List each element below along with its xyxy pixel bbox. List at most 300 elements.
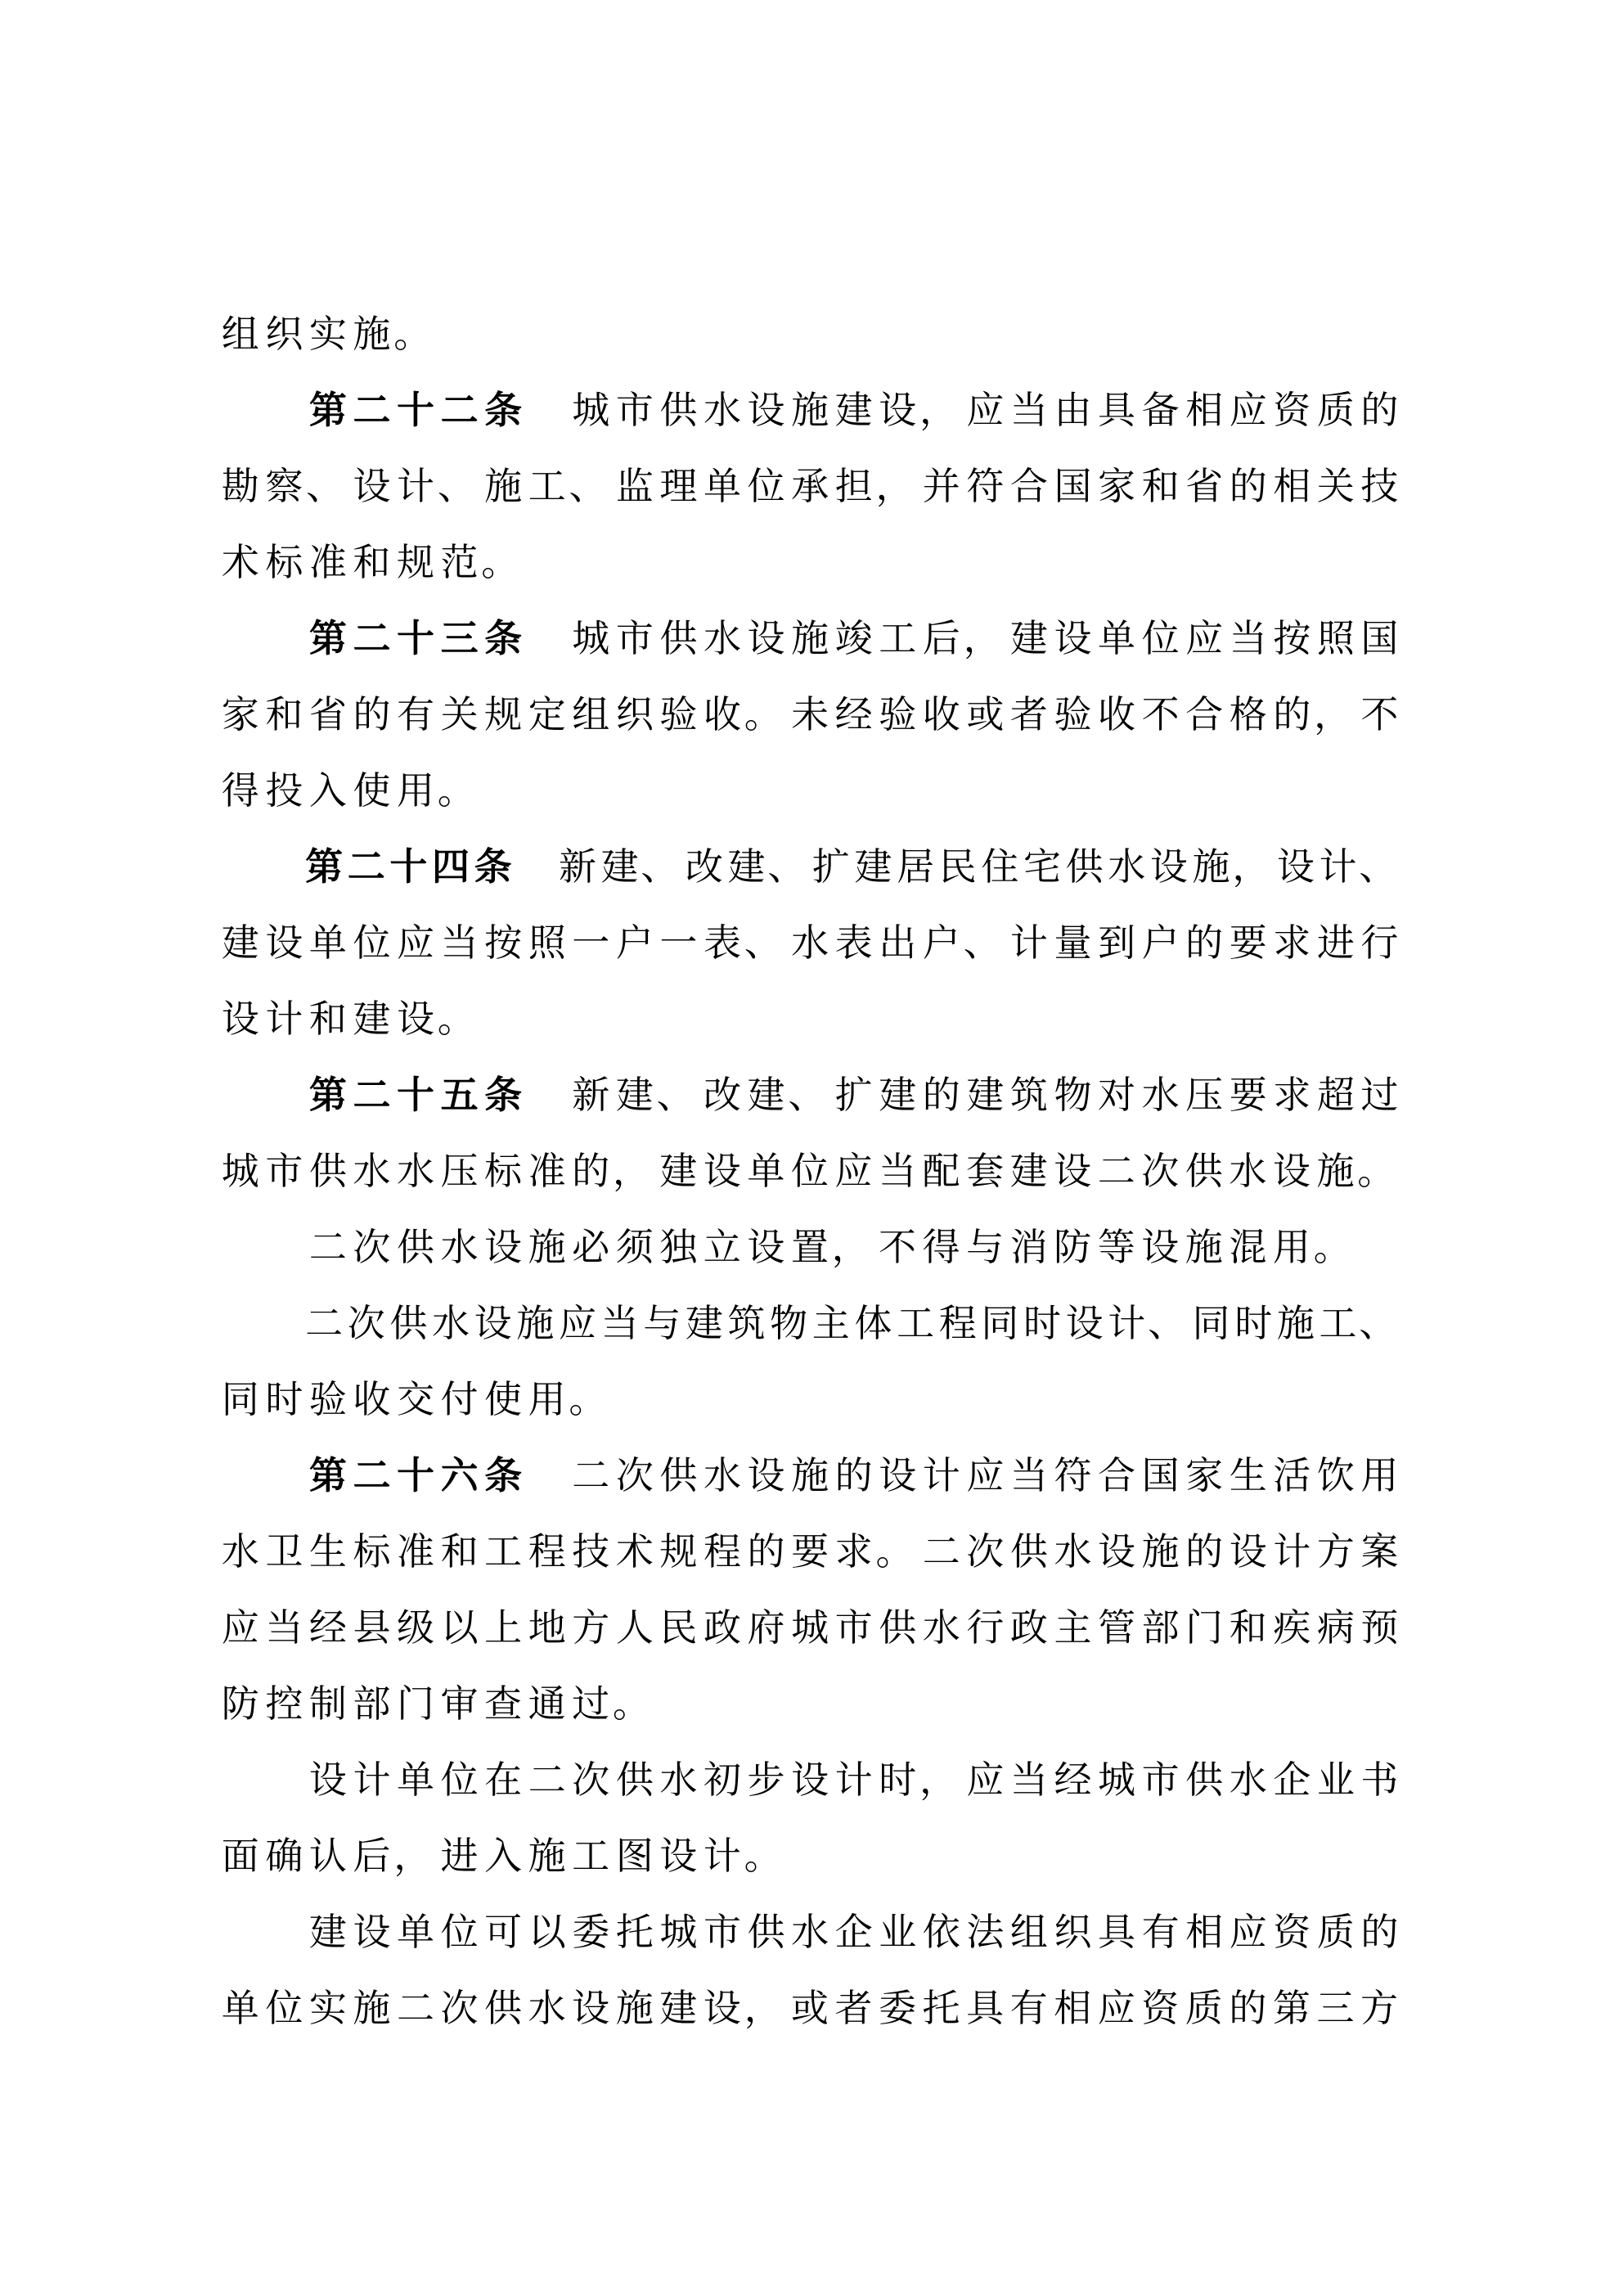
char-cell: 施	[791, 389, 829, 431]
char-cell: 工	[1319, 1303, 1357, 1344]
char-cell: 建	[308, 1911, 347, 1953]
char-cell: 设	[1065, 1303, 1104, 1344]
article-number-char: 十	[397, 1074, 435, 1116]
char-cell: 量	[1054, 922, 1092, 964]
indent-space	[263, 601, 307, 677]
char-cell: 工	[879, 618, 917, 660]
char-cell: 收	[353, 1379, 391, 1420]
char-cell: 位	[440, 1759, 479, 1801]
heading-gap	[525, 1438, 569, 1514]
char-cell: 方	[572, 1607, 610, 1649]
char-cell: 时	[879, 1759, 917, 1801]
char-cell: 次	[1141, 1150, 1180, 1192]
char-cell: 的	[922, 1074, 960, 1116]
char-cell: 设	[791, 1759, 829, 1801]
char-cell: 设	[879, 1455, 917, 1497]
char-cell: 部	[353, 1683, 391, 1725]
article-number-char: 条	[474, 845, 512, 888]
char-cell: 二	[528, 1759, 566, 1801]
char-cell: 一	[572, 922, 610, 964]
char-cell: 预	[1360, 1607, 1399, 1649]
char-cell: 术	[615, 1531, 654, 1573]
char-cell: 家	[221, 694, 259, 736]
article-number-char: 四	[432, 845, 470, 888]
char-cell: 到	[1098, 922, 1136, 964]
text-line	[218, 1742, 1401, 1818]
text-line	[218, 601, 1401, 677]
char-cell: 施	[791, 1455, 829, 1497]
char-cell: 门	[1185, 1607, 1224, 1649]
heading-gap	[525, 1057, 569, 1133]
char-cell: ，	[919, 389, 957, 431]
char-cell: 当	[600, 1303, 639, 1344]
char-cell: 城	[572, 618, 610, 660]
char-cell: 工	[484, 1531, 523, 1573]
char-cell: 图	[615, 1835, 654, 1877]
char-cell: 范	[440, 542, 479, 583]
char-cell: 家	[1098, 466, 1136, 507]
char-cell: 设	[1149, 846, 1188, 888]
char-cell: 的	[1360, 389, 1399, 431]
char-cell: 行	[966, 1607, 1005, 1649]
char-cell: 后	[922, 618, 960, 660]
char-cell: 初	[703, 1759, 741, 1801]
char-cell: 设	[879, 389, 917, 431]
char-cell: 位	[353, 922, 391, 964]
char-cell: 设	[308, 1759, 347, 1801]
article-number-char: 二	[353, 617, 391, 660]
char-cell: 城	[221, 1150, 259, 1192]
char-cell: 控	[265, 1683, 303, 1725]
char-cell: 程	[528, 1531, 566, 1573]
char-cell: 建	[854, 846, 892, 888]
char-cell: 建	[615, 1074, 654, 1116]
char-cell: 投	[265, 770, 303, 812]
char-cell: 建	[1009, 618, 1048, 660]
char-cell: 市	[265, 1150, 303, 1192]
char-cell: 求	[1273, 922, 1311, 964]
char-cell: 标	[265, 542, 303, 583]
char-cell: 施	[791, 618, 829, 660]
char-cell: 求	[1273, 1074, 1311, 1116]
char-cell: 主	[812, 1303, 850, 1344]
char-cell: 或	[966, 694, 1005, 736]
char-cell: 组	[1009, 1911, 1048, 1953]
char-cell: 国	[1141, 1455, 1180, 1497]
indent-space	[218, 1742, 263, 1818]
char-cell: 压	[1185, 1074, 1224, 1116]
char-cell: 改	[703, 1074, 741, 1116]
char-cell: 水	[353, 1150, 391, 1192]
char-cell: 供	[1065, 846, 1104, 888]
char-cell: 和	[308, 998, 347, 1040]
char-cell: 。	[437, 770, 475, 812]
char-cell: 次	[347, 1303, 385, 1344]
article-number-char: 条	[484, 1454, 523, 1497]
article-number-char: 二	[347, 845, 385, 888]
heading-gap	[514, 829, 556, 905]
char-cell: 。	[1357, 1150, 1396, 1192]
char-cell: 水	[791, 1911, 829, 1953]
char-cell: 施	[353, 1988, 391, 2029]
char-cell: 工	[528, 466, 566, 507]
char-cell: 实	[308, 313, 347, 355]
char-cell: 主	[1054, 1607, 1092, 1649]
char-cell: 资	[1141, 1988, 1180, 2029]
article-number-char: 条	[484, 389, 523, 431]
char-cell: 国	[1360, 618, 1399, 660]
char-cell: 得	[221, 770, 259, 812]
char-cell: 设	[572, 1988, 610, 2029]
char-cell: 和	[1229, 1607, 1267, 1649]
char-cell: 制	[308, 1683, 347, 1725]
char-cell: 设	[474, 1303, 512, 1344]
char-cell: 市	[703, 1911, 741, 1953]
char-cell: 托	[615, 1911, 654, 1953]
char-cell: 、	[641, 846, 679, 888]
char-cell: 、	[656, 1074, 695, 1116]
char-cell: 勘	[221, 466, 259, 507]
article-number-char: 第	[308, 1454, 347, 1497]
char-cell: 同	[1192, 1303, 1230, 1344]
char-cell: 供	[1009, 1531, 1048, 1573]
char-cell: 质	[1316, 389, 1355, 431]
char-cell: 规	[484, 694, 523, 736]
char-cell: 、	[437, 466, 475, 507]
char-cell: 单	[1098, 618, 1136, 660]
char-cell: 设	[747, 1227, 785, 1268]
char-cell: 国	[1054, 466, 1092, 507]
char-cell: 单	[397, 1759, 435, 1801]
char-cell: 供	[396, 1227, 434, 1268]
article-number-char: 三	[440, 617, 479, 660]
indent-space	[218, 1438, 263, 1514]
char-cell: 建	[659, 1150, 698, 1192]
char-cell: 理	[659, 466, 698, 507]
article-number-char: 第	[308, 617, 347, 660]
char-cell: 建	[659, 1988, 698, 2029]
char-cell: 民	[938, 846, 977, 888]
char-cell: 建	[1009, 1150, 1048, 1192]
char-cell: ，	[831, 1227, 870, 1268]
text-line	[218, 372, 1401, 448]
char-cell: 合	[1185, 694, 1224, 736]
char-cell: 施	[1192, 846, 1230, 888]
char-cell: 二	[1097, 1150, 1135, 1192]
indent-space	[218, 1285, 261, 1362]
char-cell: 病	[1316, 1607, 1355, 1649]
char-cell: 质	[1316, 1911, 1355, 1953]
char-cell: 的	[747, 1531, 785, 1573]
char-cell: 水	[1229, 1759, 1267, 1801]
char-cell: ，	[744, 1988, 782, 2029]
char-cell: 、	[788, 1074, 826, 1116]
char-cell: 建	[685, 1303, 723, 1344]
char-cell: 设	[484, 1227, 523, 1268]
char-cell: 供	[389, 1303, 428, 1344]
char-cell: 设	[353, 466, 391, 507]
text-line	[218, 1057, 1401, 1133]
char-cell: 进	[440, 1835, 479, 1877]
char-cell: 市	[615, 389, 654, 431]
text-line	[218, 1133, 1401, 1209]
char-cell: 设	[396, 998, 434, 1040]
char-cell: 筑	[727, 1303, 766, 1344]
char-cell: 准	[397, 1531, 435, 1573]
char-cell: 当	[265, 1607, 303, 1649]
char-cell: 二	[305, 1303, 344, 1344]
char-cell: 进	[1316, 922, 1355, 964]
char-cell: 有	[397, 694, 435, 736]
char-cell: 关	[1316, 466, 1355, 507]
char-cell: 相	[1273, 466, 1311, 507]
char-cell: 监	[615, 466, 654, 507]
char-cell: 技	[1360, 466, 1399, 507]
char-cell: 压	[440, 1150, 479, 1192]
char-cell: 由	[1054, 389, 1092, 431]
char-cell: 水	[1054, 1531, 1092, 1573]
char-cell: 入	[484, 1835, 523, 1877]
text-line	[218, 448, 1401, 524]
char-cell: 政	[703, 1607, 741, 1649]
char-cell: 水	[922, 1607, 960, 1649]
char-cell: 设	[221, 998, 259, 1040]
text-line	[218, 1209, 1401, 1285]
char-cell: 设	[1098, 1531, 1136, 1573]
char-cell: 计	[1009, 922, 1048, 964]
char-cell: 施	[1276, 1303, 1315, 1344]
char-cell: 单	[703, 466, 741, 507]
indent-space	[218, 1057, 263, 1133]
char-cell: 不	[1360, 694, 1399, 736]
char-cell: 关	[440, 694, 479, 736]
char-cell: 。	[437, 998, 475, 1040]
char-cell: 消	[1009, 1227, 1048, 1268]
char-cell: 或	[790, 1988, 829, 2029]
char-cell: 位	[1141, 618, 1180, 660]
text-line	[218, 753, 1401, 829]
char-cell: 得	[922, 1227, 960, 1268]
char-cell: 供	[1185, 1759, 1224, 1801]
char-cell: 计	[834, 1759, 873, 1801]
char-cell: 的	[834, 1455, 873, 1497]
indent-space	[261, 1285, 303, 1362]
char-cell: 。	[481, 542, 519, 583]
char-cell: 须	[615, 1227, 654, 1268]
article-number-char: 条	[484, 1074, 523, 1116]
char-cell: 设	[1276, 846, 1315, 888]
text-line	[218, 296, 1401, 372]
char-cell: 二	[308, 1227, 347, 1268]
char-cell: 可	[484, 1911, 523, 1953]
char-cell: 建	[600, 846, 639, 888]
text-line	[218, 1666, 1401, 1742]
char-cell: 新	[572, 1074, 610, 1116]
char-cell: 用	[396, 770, 434, 812]
char-cell: 当	[1229, 618, 1267, 660]
char-cell: 。	[744, 1835, 782, 1877]
text-line	[218, 677, 1401, 753]
char-cell: 设	[1229, 1531, 1267, 1573]
char-cell: 委	[878, 1988, 916, 2029]
char-cell: 的	[1360, 1911, 1399, 1953]
char-cell: 。	[569, 1379, 607, 1420]
char-cell: 技	[572, 1531, 610, 1573]
char-cell: 与	[966, 1227, 1005, 1268]
char-cell: 改	[685, 846, 723, 888]
char-cell: 级	[397, 1607, 435, 1649]
indent-space	[218, 601, 263, 677]
char-cell: 标	[353, 1531, 391, 1573]
char-cell: 委	[572, 1911, 610, 1953]
char-cell: 的	[1185, 922, 1224, 964]
char-cell: 家	[1185, 1455, 1224, 1497]
char-cell: 应	[221, 1607, 259, 1649]
char-cell: 经	[1054, 1759, 1092, 1801]
char-cell: 活	[1273, 1455, 1311, 1497]
char-cell: 水	[703, 618, 741, 660]
char-cell: 实	[308, 1988, 347, 2029]
char-cell: 府	[747, 1607, 785, 1649]
char-cell: 步	[747, 1759, 785, 1801]
char-cell: 应	[966, 1455, 1005, 1497]
char-cell: 居	[897, 846, 935, 888]
char-cell: 认	[308, 1835, 347, 1877]
char-cell: 要	[1229, 922, 1267, 964]
article-number-char: 第	[308, 389, 347, 431]
char-cell: 次	[353, 1227, 391, 1268]
char-cell: 施	[353, 313, 391, 355]
char-cell: 供	[308, 1150, 347, 1192]
char-cell: 求	[834, 1531, 873, 1573]
char-cell: 供	[615, 1759, 654, 1801]
indent-space	[261, 829, 303, 905]
char-cell: 二	[922, 1531, 960, 1573]
char-cell: 符	[1054, 1455, 1092, 1497]
char-cell: 县	[353, 1607, 391, 1649]
char-cell: 察	[265, 466, 303, 507]
char-cell: 格	[1229, 694, 1267, 736]
char-cell: 次	[572, 1759, 610, 1801]
char-cell: 计	[1319, 846, 1357, 888]
char-cell: 混	[1229, 1227, 1267, 1268]
char-cell: 程	[938, 1303, 977, 1344]
char-cell: 宅	[1023, 846, 1061, 888]
char-cell: 设	[703, 1150, 741, 1192]
char-cell: 当	[1009, 389, 1048, 431]
char-cell: 计	[703, 1835, 741, 1877]
text-line	[218, 524, 1401, 601]
char-cell: 要	[791, 1531, 829, 1573]
char-cell: 当	[878, 1150, 916, 1192]
char-cell: 必	[572, 1227, 610, 1268]
char-cell: 使	[484, 1379, 523, 1420]
indent-space	[263, 1209, 307, 1285]
char-cell: 人	[615, 1607, 654, 1649]
char-cell: 新	[558, 846, 596, 888]
char-cell: 施	[1141, 1531, 1180, 1573]
text-body	[218, 296, 1401, 2046]
char-cell: 经	[834, 694, 873, 736]
char-cell: 书	[1360, 1759, 1399, 1801]
char-cell: 用	[528, 1379, 566, 1420]
char-cell: 水	[1229, 1150, 1267, 1192]
char-cell: 出	[879, 922, 917, 964]
char-cell: 同	[981, 1303, 1019, 1344]
article-number-char: 二	[440, 389, 479, 431]
char-cell: 生	[308, 1531, 347, 1573]
char-cell: 疾	[1273, 1607, 1311, 1649]
char-cell: 在	[484, 1759, 523, 1801]
char-cell: 市	[1141, 1759, 1180, 1801]
char-cell: 承	[791, 466, 829, 507]
article-number-char: 五	[440, 1074, 479, 1116]
char-cell: 单	[747, 1150, 785, 1192]
text-line	[218, 829, 1401, 905]
char-cell: ，	[612, 1150, 650, 1192]
char-cell: 织	[1054, 1911, 1092, 1953]
char-cell: 、	[767, 846, 806, 888]
char-cell: 位	[790, 1150, 829, 1192]
char-cell: 收	[1098, 694, 1136, 736]
char-cell: 水	[703, 1455, 741, 1497]
char-cell: 经	[308, 1607, 347, 1649]
article-number-char: 十	[389, 845, 428, 888]
char-cell: 供	[659, 389, 698, 431]
char-cell: 应	[1185, 618, 1224, 660]
char-cell: 。	[1313, 1227, 1351, 1268]
char-cell: 的	[1229, 466, 1267, 507]
char-cell: 同	[221, 1379, 259, 1420]
article-number-char: 二	[353, 1454, 391, 1497]
char-cell: 上	[484, 1607, 523, 1649]
char-cell: 应	[1229, 389, 1267, 431]
char-cell: 不	[878, 1227, 916, 1268]
char-cell: 时	[1234, 1303, 1273, 1344]
char-cell: 。	[612, 1683, 650, 1725]
char-cell: 资	[1273, 389, 1311, 431]
char-cell: 物	[770, 1303, 808, 1344]
char-cell: 交	[396, 1379, 434, 1420]
char-cell: 水	[703, 389, 741, 431]
char-cell: 行	[1360, 922, 1399, 964]
char-cell: 方	[1360, 1988, 1398, 2029]
char-cell: 超	[1316, 1074, 1355, 1116]
char-cell: 水	[221, 1531, 259, 1573]
char-cell: 设	[747, 618, 785, 660]
heading-gap	[525, 372, 569, 448]
char-cell: 未	[791, 694, 829, 736]
char-cell: 案	[1360, 1531, 1399, 1573]
char-cell: 、	[1359, 1303, 1397, 1344]
indent-space	[218, 1209, 263, 1285]
char-cell: 建	[747, 1074, 785, 1116]
char-cell: 水	[432, 1303, 470, 1344]
char-cell: 第	[1272, 1988, 1311, 2029]
char-cell: 单	[308, 922, 347, 964]
article-number-char: 十	[397, 1454, 435, 1497]
char-cell: 审	[440, 1683, 479, 1725]
text-line	[218, 1514, 1401, 1590]
char-cell: 和	[1141, 466, 1180, 507]
char-cell: 用	[1272, 1227, 1311, 1268]
char-cell: 建	[879, 1074, 917, 1116]
char-cell: 供	[659, 1455, 698, 1497]
char-cell: 部	[1141, 1607, 1180, 1649]
char-cell: 担	[834, 466, 873, 507]
char-cell: 设	[265, 922, 303, 964]
indent-space	[263, 1742, 307, 1818]
